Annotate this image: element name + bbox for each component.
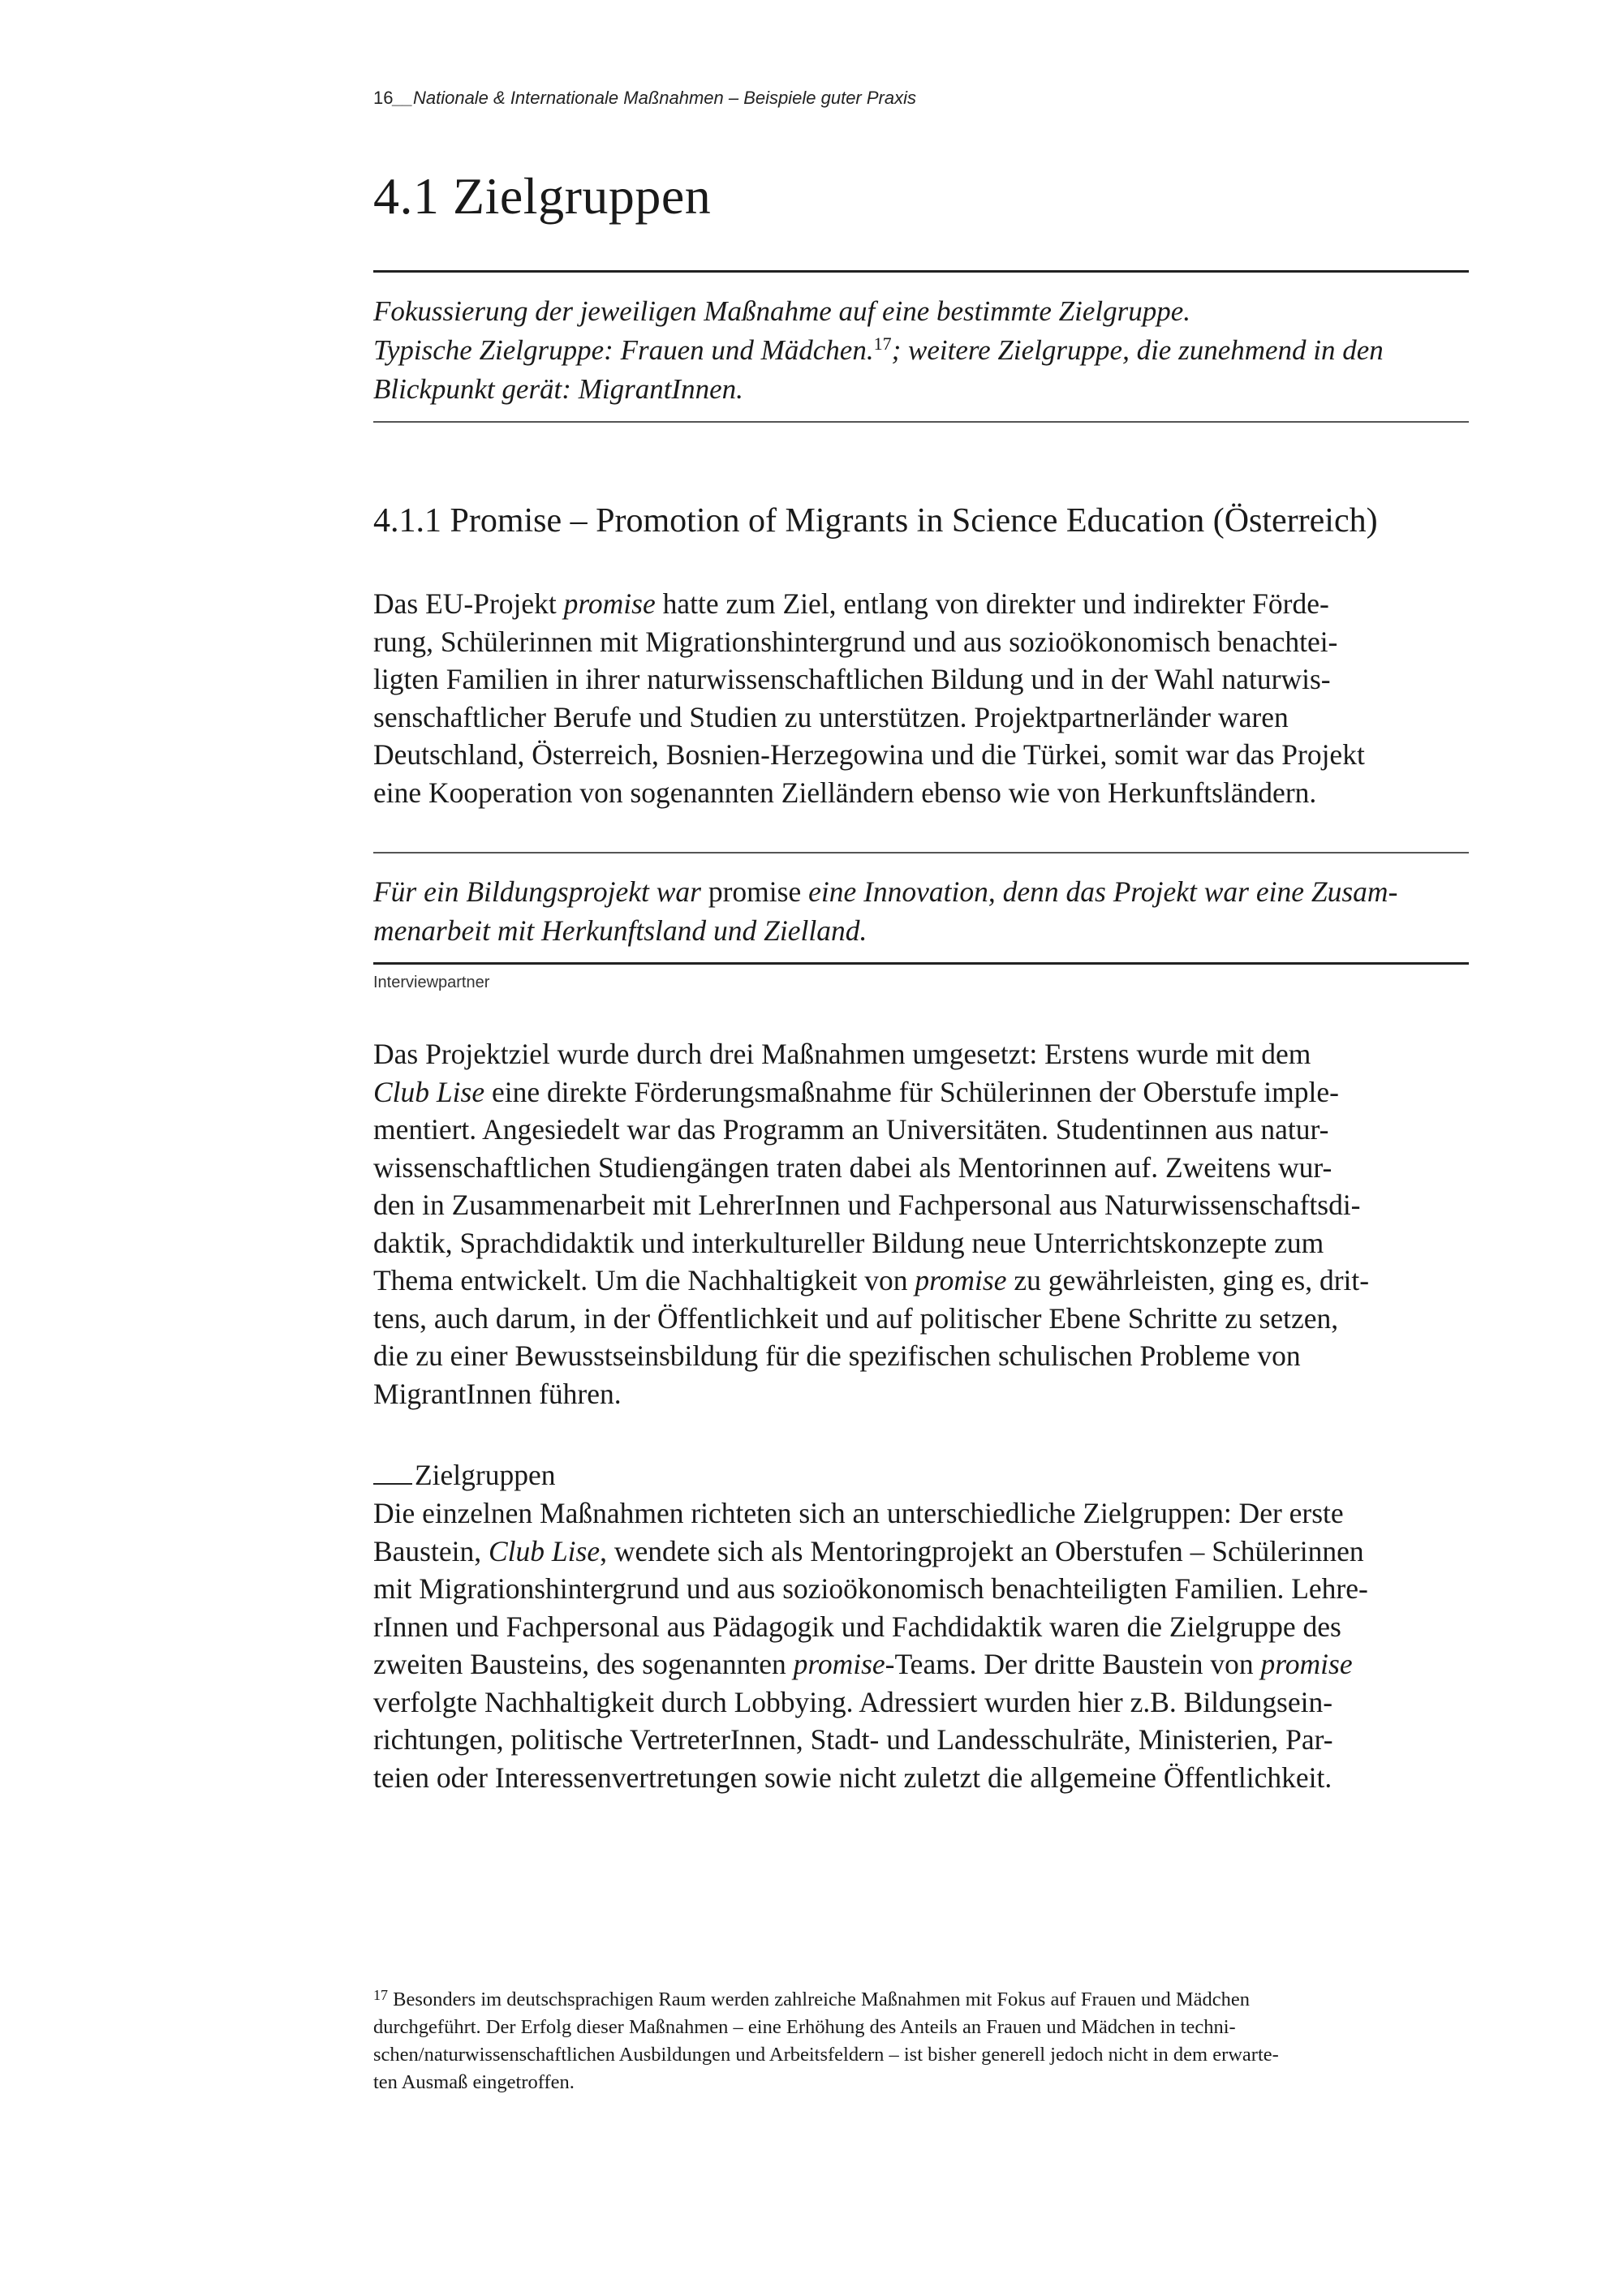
text: eine direkte Förderungsmaßnahme für Schülerinnen der Oberstufe imple- xyxy=(484,1075,1339,1108)
text-line: teien oder Interessenvertretungen sowie nicht zuletzt die allgemeine Öffentlichkeit. xyxy=(373,1761,1332,1794)
text-line: senschaftlicher Berufe und Studien zu unterstützen. Projektpartnerländer waren xyxy=(373,700,1289,733)
page-number: 16 xyxy=(373,88,394,108)
text-line: daktik, Sprachdidaktik und interkultureller Bildung neue Unterrichtskonzepte zum xyxy=(373,1226,1324,1259)
text: Für ein Bildungsprojekt war xyxy=(373,875,708,908)
text-line xyxy=(373,1645,1469,1683)
run-in-subheading xyxy=(373,1458,556,1492)
text-line xyxy=(373,1262,1469,1300)
header-title: Nationale & Internationale Maßnahmen – Beispiele guter Praxis xyxy=(412,88,916,108)
text-line: richtungen, politische VertreterInnen, Stadt- und Landesschulräte, Ministerien, Par- xyxy=(373,1723,1333,1756)
header-separator: __ xyxy=(393,88,413,108)
text-line: tens, auch darum, in der Öffentlichkeit und auf politischer Ebene Schritte zu setzen, xyxy=(373,1301,1339,1335)
text: Das EU-Projekt xyxy=(373,587,564,620)
text: Besonders im deutschsprachigen Raum werden zahlreiche Maßnahmen mit Fokus auf Frauen und Mädchen xyxy=(388,1989,1251,2010)
text-line xyxy=(373,1073,1469,1111)
text-line: rung, Schülerinnen mit Migrationshintergrund und aus sozioökonomisch benachtei- xyxy=(373,625,1338,658)
text-line: Deutschland, Österreich, Bosnien-Herzegowina und die Türkei, somit war das Projekt xyxy=(373,738,1365,771)
subsection-title: 4.1.1 Promise – Promotion of Migrants in Science Education (Österreich) xyxy=(373,502,1378,540)
text: eine Innovation, denn das Projekt war eine Zusam- xyxy=(801,875,1398,908)
footnote-line: ten Ausmaß eingetroffen. xyxy=(373,2071,575,2093)
interview-quote xyxy=(373,872,1469,950)
footnote-line xyxy=(373,1986,1469,2014)
text-line: verfolgte Nachhaltigkeit durch Lobbying. Adressiert wurden hier z.B. Bildungsein- xyxy=(373,1685,1333,1718)
emphasis: promise xyxy=(563,587,656,620)
text-line: den in Zusammenarbeit mit LehrerInnen und Fachpersonal aus Naturwissenschaftsdi- xyxy=(373,1189,1361,1221)
text: promise xyxy=(708,875,802,908)
footnote-reference[interactable]: 17 xyxy=(873,333,892,354)
text-line: Die einzelnen Maßnahmen richteten sich an unterschiedliche Zielgruppen: Der erste xyxy=(373,1497,1344,1529)
lead-text: ; weitere Zielgruppe, die zunehmend in den xyxy=(891,334,1384,366)
text: zweiten Bausteins, des sogenannten xyxy=(373,1648,794,1680)
emphasis: Club Lise xyxy=(488,1534,601,1567)
divider xyxy=(373,270,1469,273)
text-line: MigrantInnen führen. xyxy=(373,1377,622,1410)
emphasis: promise xyxy=(1260,1648,1353,1680)
section-title: 4.1 Zielgruppen xyxy=(373,167,712,225)
text: Thema entwickelt. Um die Nachhaltigkeit von xyxy=(373,1264,915,1296)
emphasis: Club Lise xyxy=(373,1075,485,1108)
running-header xyxy=(373,88,916,109)
body-paragraph xyxy=(373,1035,1469,1412)
quote-source: Interviewpartner xyxy=(373,974,490,991)
subheading-text: Zielgruppen xyxy=(415,1459,556,1491)
quote-line xyxy=(373,872,1469,911)
text: Baustein, xyxy=(373,1534,489,1567)
body-paragraph xyxy=(373,585,1469,811)
lead-text: Typische Zielgruppe: Frauen und Mädchen. xyxy=(373,334,874,366)
lead-line xyxy=(373,331,1469,370)
emphasis: promise xyxy=(915,1264,1007,1296)
text-line: rInnen und Fachpersonal aus Pädagogik und Fachdidaktik waren die Zielgruppe des xyxy=(373,1610,1341,1643)
quote-line: menarbeit mit Herkunftsland und Zielland. xyxy=(373,914,867,947)
divider xyxy=(373,421,1469,423)
text-line: mit Migrationshintergrund und aus sozioökonomisch benachteiligten Familien. Lehre- xyxy=(373,1572,1368,1605)
footnote xyxy=(373,1986,1469,2096)
divider xyxy=(373,962,1469,965)
body-paragraph xyxy=(373,1494,1469,1796)
section-lead xyxy=(373,292,1469,409)
text: hatte zum Ziel, entlang von direkter und indirekter Förde- xyxy=(655,587,1329,620)
text-line xyxy=(373,1533,1469,1571)
text: -Teams. Der dritte Baustein von xyxy=(885,1648,1261,1680)
text-line: wissenschaftlichen Studiengängen traten dabei als Mentorinnen auf. Zweitens wur- xyxy=(373,1150,1332,1184)
text-line: die zu einer Bewusstseinsbildung für die spezifischen schulischen Probleme von xyxy=(373,1339,1301,1372)
text-line: ligten Familien in ihrer naturwissenschaftlichen Bildung und in der Wahl naturwis- xyxy=(373,663,1331,695)
text-line: mentiert. Angesiedelt war das Programm an Universitäten. Studentinnen aus natur- xyxy=(373,1113,1329,1146)
footnote-line: schen/naturwissenschaftlichen Ausbildungen und Arbeitsfeldern – ist bisher generell jedoch nicht in dem erwarte- xyxy=(373,2044,1279,2066)
divider xyxy=(373,852,1469,853)
lead-line: Blickpunkt gerät: MigrantInnen. xyxy=(373,373,743,405)
text-line: Das Projektziel wurde durch drei Maßnahmen umgesetzt: Erstens wurde mit dem xyxy=(373,1038,1311,1070)
footnote-number: 17 xyxy=(373,1987,388,2003)
text: , wendete sich als Mentoringprojekt an Oberstufen – Schülerinnen xyxy=(600,1534,1364,1567)
text: zu gewährleisten, ging es, drit- xyxy=(1006,1264,1370,1296)
subheading-bar xyxy=(373,1482,412,1485)
footnote-line: durchgeführt. Der Erfolg dieser Maßnahmen – eine Erhöhung des Anteils an Frauen und Mädchen in techni- xyxy=(373,2016,1236,2038)
emphasis: promise xyxy=(793,1648,885,1680)
lead-line: Fokussierung der jeweiligen Maßnahme auf eine bestimmte Zielgruppe. xyxy=(373,295,1191,327)
text-line xyxy=(373,585,1469,623)
text-line: eine Kooperation von sogenannten Zielländern ebenso wie von Herkunftsländern. xyxy=(373,776,1317,809)
